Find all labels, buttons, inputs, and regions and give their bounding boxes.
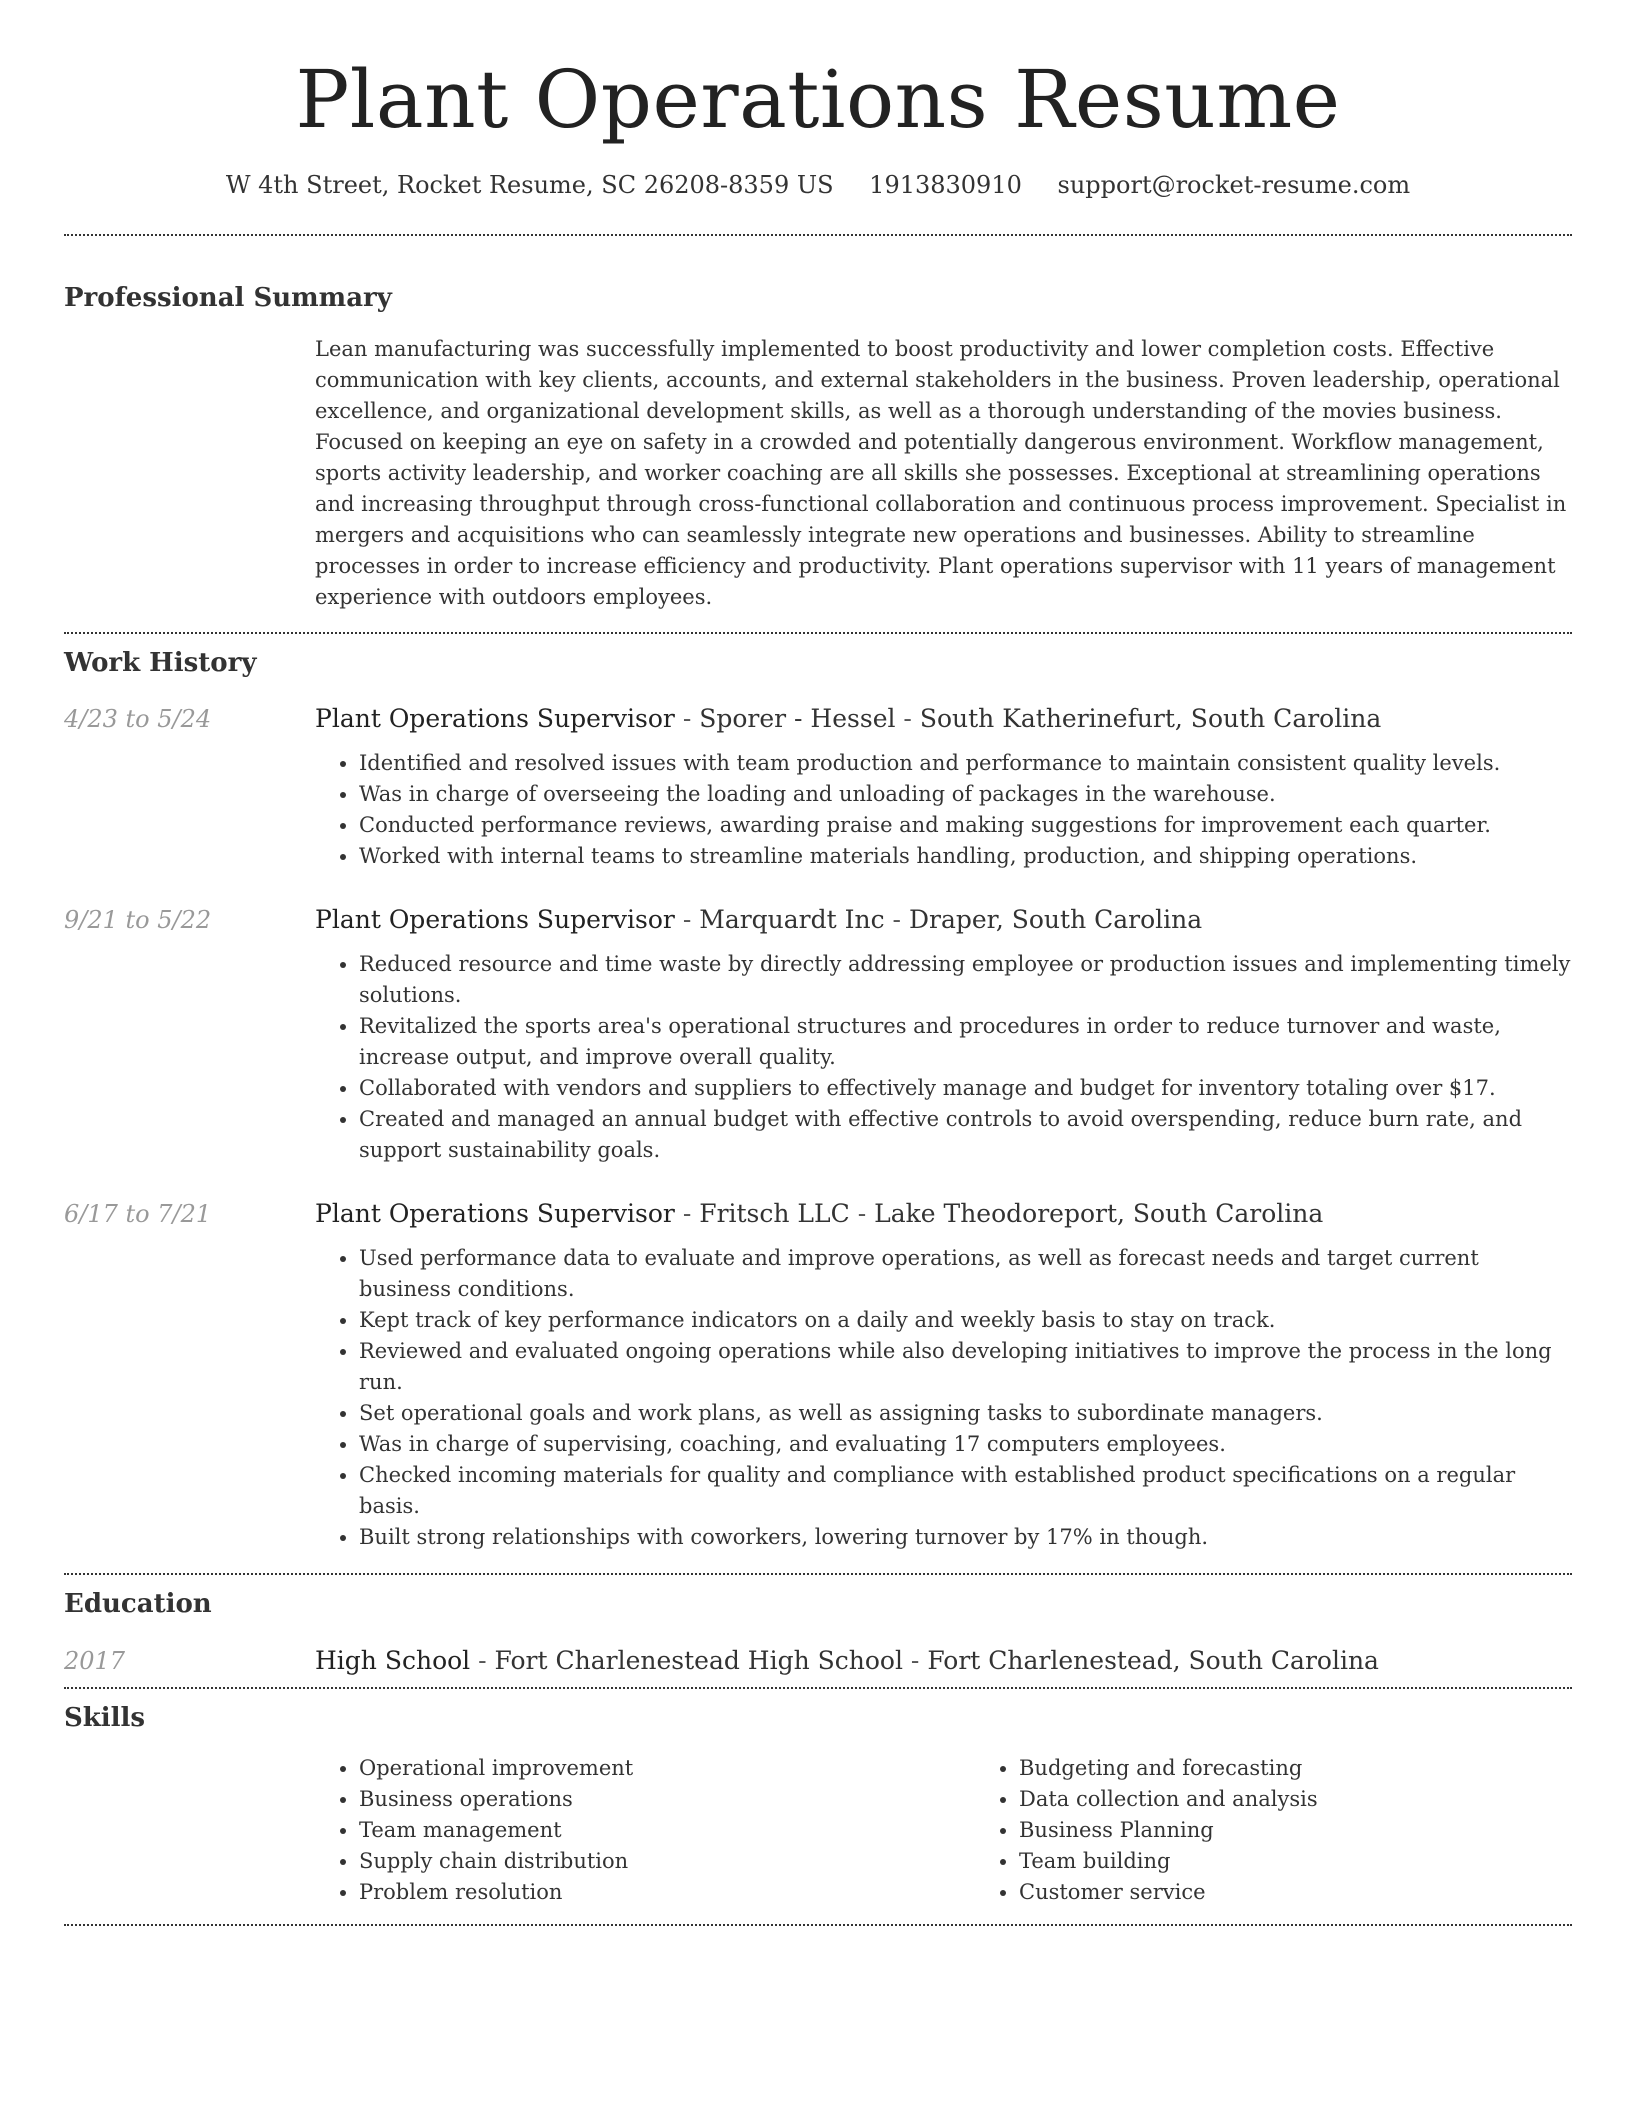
skill-item: • Customer service — [1019, 1877, 1632, 1908]
job-entry — [64, 1197, 1572, 1553]
education-year: 2017 — [64, 1647, 126, 1675]
education-section — [64, 1575, 1572, 1678]
separator: - — [470, 1646, 495, 1675]
section-title-work-history: Work History — [64, 648, 257, 678]
skill-item: • Business operations — [359, 1784, 975, 1815]
education-entry — [315, 1644, 1379, 1678]
job-location: Lake Theodoreport, South Carolina — [874, 1199, 1324, 1228]
job-bullets — [315, 748, 1572, 872]
separator: - — [895, 704, 920, 733]
separator: - — [849, 1199, 875, 1228]
separator: - — [674, 1199, 700, 1228]
list-item: • Was in charge of overseeing the loading and unloading of packages in the warehouse. — [359, 779, 1572, 810]
skill-item: • Budgeting and forecasting — [1019, 1753, 1632, 1784]
contact-address: W 4th Street, Rocket Resume, SC 26208-8359 US — [225, 171, 834, 199]
skill-item: • Problem resolution — [359, 1877, 975, 1908]
skills-section — [64, 1689, 1572, 1908]
job-company: Marquardt Inc — [699, 905, 885, 934]
separator: - — [674, 905, 700, 934]
summary-section — [64, 236, 1572, 613]
job-bullets — [315, 1243, 1572, 1553]
separator: - — [902, 1646, 928, 1675]
list-item: • Created and managed an annual budget with effective controls to avoid overspending, reduce burn rate, and support sustainability goals. — [359, 1104, 1572, 1166]
job-dates: 6/17 to 7/21 — [64, 1200, 212, 1228]
job-company: Sporer - Hessel — [699, 704, 896, 733]
separator: - — [884, 905, 909, 934]
section-title-skills: Skills — [64, 1703, 146, 1733]
section-title-summary: Professional Summary — [64, 283, 392, 313]
list-item: • Was in charge of supervising, coaching, and evaluating 17 computers employees. — [359, 1429, 1572, 1460]
job-entry — [64, 702, 1572, 872]
list-item: • Identified and resolved issues with team production and performance to maintain consistent quality levels. — [359, 748, 1572, 779]
job-heading — [315, 702, 1381, 736]
list-item: • Kept track of key performance indicators on a daily and weekly basis to stay on track. — [359, 1305, 1572, 1336]
job-title: Plant Operations Supervisor — [315, 1199, 675, 1228]
divider — [64, 1924, 1572, 1926]
contact-phone: 1913830910 — [869, 171, 1022, 199]
summary-text: Lean manufacturing was successfully implemented to boost productivity and lower completion costs. Effective communication with key clients, accounts, and external stakeholders in the business. Proven leadership, operational excellence, and organizational development skills, as well as a thorough understanding of the movies business. Focused on keeping an eye on safety in a crowded and potentially dangerous environment. Workflow management, sports activity leadership, and worker coaching are all skills she possesses. Exceptional at streamlining operations and increasing throughput through cross-functional collaboration and continuous process improvement. Specialist in mergers and acquisitions who can seamlessly integrate new operations and businesses. Ability to streamline processes in order to increase efficiency and productivity. Plant operations supervisor with 11 years of management experience with outdoors employees. — [315, 337, 1567, 609]
skill-item: • Data collection and analysis — [1019, 1784, 1632, 1815]
job-title: Plant Operations Supervisor — [315, 905, 675, 934]
list-item: • Collaborated with vendors and suppliers to effectively manage and budget for inventory totaling over $17. — [359, 1073, 1572, 1104]
contact-line — [64, 168, 1572, 202]
skills-list-right — [975, 1753, 1632, 1908]
skill-item: • Operational improvement — [359, 1753, 975, 1784]
list-item: • Worked with internal teams to streamline materials handling, production, and shipping operations. — [359, 841, 1572, 872]
list-item: • Used performance data to evaluate and improve operations, as well as forecast needs and target current business conditions. — [359, 1243, 1572, 1305]
skill-item: • Team management — [359, 1815, 975, 1846]
skill-item: • Business Planning — [1019, 1815, 1632, 1846]
job-title: Plant Operations Supervisor — [315, 704, 675, 733]
job-heading — [315, 903, 1202, 937]
skill-item: • Team building — [1019, 1846, 1632, 1877]
list-item: • Reviewed and evaluated ongoing operations while also developing initiatives to improve the process in the long run. — [359, 1336, 1572, 1398]
skills-list-left — [315, 1753, 975, 1908]
job-dates: 4/23 to 5/24 — [64, 705, 212, 733]
education-degree: High School — [315, 1646, 471, 1675]
work-history-section — [64, 634, 1572, 1553]
resume-title: Plant Operations Resume — [295, 53, 1341, 146]
section-title-education: Education — [64, 1589, 212, 1619]
job-entry — [64, 903, 1572, 1166]
list-item: • Reduced resource and time waste by directly addressing employee or production issues and implementing timely solutions. — [359, 949, 1572, 1011]
job-bullets — [315, 949, 1572, 1166]
job-location: South Katherinefurt, South Carolina — [919, 704, 1382, 733]
list-item: • Set operational goals and work plans, as well as assigning tasks to subordinate managers. — [359, 1398, 1572, 1429]
list-item: • Built strong relationships with coworkers, lowering turnover by 17% in though. — [359, 1522, 1572, 1553]
resume-page — [64, 0, 1572, 1926]
skill-item: • Supply chain distribution — [359, 1846, 975, 1877]
contact-email: support@rocket-resume.com — [1057, 171, 1411, 199]
list-item: • Checked incoming materials for quality and compliance with established product specifications on a regular basis. — [359, 1460, 1572, 1522]
job-company: Fritsch LLC — [699, 1199, 850, 1228]
list-item: • Revitalized the sports area's operational structures and procedures in order to reduce turnover and waste, increase output, and improve overall quality. — [359, 1011, 1572, 1073]
list-item: • Conducted performance reviews, awarding praise and making suggestions for improvement each quarter. — [359, 810, 1572, 841]
job-dates: 9/21 to 5/22 — [64, 906, 212, 934]
job-location: Draper, South Carolina — [908, 905, 1203, 934]
job-heading — [315, 1197, 1323, 1231]
education-school: Fort Charlenestead High School — [494, 1646, 903, 1675]
education-location: Fort Charlenestead, South Carolina — [927, 1646, 1379, 1675]
separator: - — [674, 704, 700, 733]
